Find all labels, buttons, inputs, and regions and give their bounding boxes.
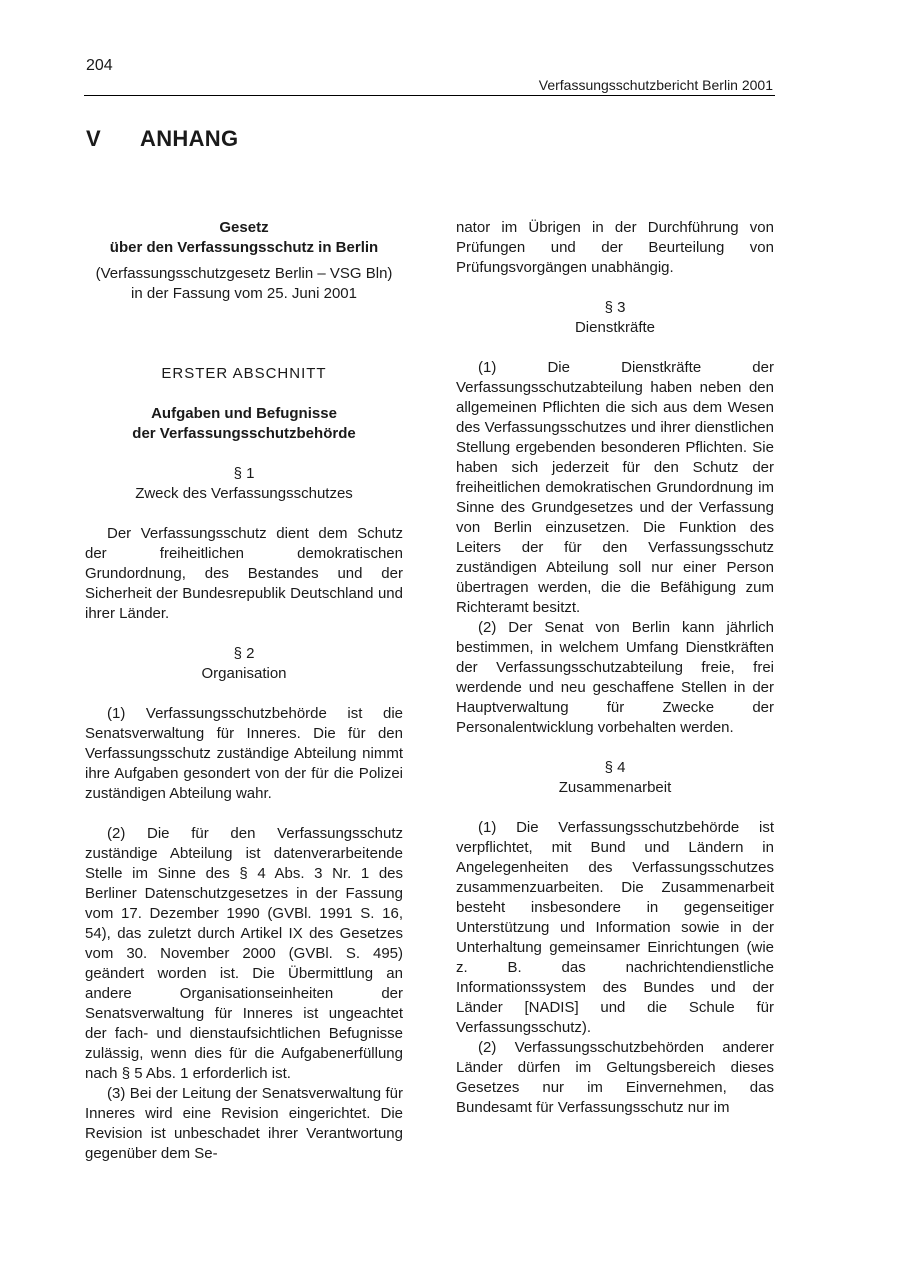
- header-rule: [84, 95, 775, 96]
- paragraph-3-title: Dienstkräfte: [574, 319, 656, 336]
- running-header: Verfassungsschutzbericht Berlin 2001: [538, 77, 773, 93]
- left-column: [85, 218, 403, 1164]
- paragraph-1-text: Der Verfassungsschutz dient dem Schutz der freiheitlichen demokratischen Grundordnung, des Bestandes und der Sicherheit der Bundesrepublik Deutschland und ihrer Länder.: [85, 525, 403, 622]
- chapter-number: V: [86, 126, 101, 151]
- paragraph-3-subsection-1: (1) Die Dienstkräfte der Verfassungsschutzabteilung haben neben den allgemeinen Pflichten die sich aus dem Wesen des Verfassungsschutzes und ihrer dienstlichen Stellung ergebenden besonderen Pflichten. Sie haben sich jederzeit für den Schutz der freiheitlichen demokratischen Grundordnung im Sinne des Grundgesetzes und der Verfassung von Berlin einzusetzen. Die Funktion des Leiters der für den Verfassungsschutz zuständigen Abteilung soll nur einer Person übertragen werden, die die Befähigung zum Richteramt besitzt.: [456, 359, 774, 616]
- paragraph-2-subsection-3: (3) Bei der Leitung der Senatsverwaltung für Inneres wird eine Revision eingerichtet. Die Revision ist unbeschadet ihrer Verantwortung gegenüber dem Se-: [85, 1085, 403, 1162]
- paragraph-4-subsection-1: (1) Die Verfassungsschutzbehörde ist verpflichtet, mit Bund und Ländern in Angelegenheiten des Verfassungsschutzes zusammenzuarbeiten. Die Zusammenarbeit besteht insbesondere in gegenseitiger Unterstützung und Information sowie in der Unterhaltung gemeinsamer Einrichtungen (wie z. B. das nachrichtendienstliche Informationssystem des Bundes und der Länder [NADIS] und die Schule für Verfassungsschutz).: [456, 819, 774, 1036]
- right-column: [456, 218, 774, 1118]
- paragraph-2-subsection-3-continued: nator im Übrigen in der Durchführung von Prüfungen und der Beurteilung von Prüfungsvorgängen unabhängig.: [456, 219, 774, 276]
- paragraph-2-subsection-2: (2) Die für den Verfassungsschutz zuständige Abteilung ist datenverarbeitende Stelle im Sinne des § 4 Abs. 3 Nr. 1 des Berliner Datenschutzgesetzes in der Fassung vom 17. Dezember 1990 (GVBl. 1991 S. 16, 54), das zuletzt durch Artikel IX des Gesetzes vom 30. November 2000 (GVBl. S. 495) geändert worden ist. Die Übermittlung an andere Organisationseinheiten der Senatsverwaltung für Inneres ist ungeachtet der fach- und dienstaufsichtlichen Befugnisse zulässig, wenn dies für die Aufgabenerfüllung nach § 5 Abs. 1 erforderlich ist.: [85, 825, 403, 1082]
- paragraph-4-subsection-2: (2) Verfassungsschutzbehörden anderer Länder dürfen im Geltungsbereich dieses Gesetzes nur im Einvernehmen, das Bundesamt für Verfassungsschutz nur im: [456, 1039, 774, 1116]
- paragraph-4-number: § 4: [604, 759, 626, 776]
- section-heading-line2: der Verfassungsschutzbehörde: [132, 425, 356, 442]
- chapter-title: ANHANG: [140, 126, 239, 151]
- law-short-title: (Verfassungsschutzgesetz Berlin – VSG Bln): [95, 265, 393, 282]
- paragraph-3-subsection-2: (2) Der Senat von Berlin kann jährlich bestimmen, in welchem Umfang Dienstkräften der Verfassungsschutzabteilung freie, frei werdende und neu geschaffene Stellen in der Hauptverwaltung für Zwecke der Personalentwicklung vorbehalten werden.: [456, 619, 774, 736]
- paragraph-1-number: § 1: [233, 465, 255, 482]
- law-title-line2: über den Verfassungsschutz in Berlin: [109, 239, 379, 256]
- paragraph-2-number: § 2: [233, 645, 255, 662]
- page-number: 204: [86, 57, 113, 74]
- paragraph-4-title: Zusammenarbeit: [558, 779, 672, 796]
- section-label: ERSTER ABSCHNITT: [161, 365, 327, 382]
- paragraph-2-subsection-1: (1) Verfassungsschutzbehörde ist die Senatsverwaltung für Inneres. Die für den Verfassungsschutz zuständige Abteilung nimmt ihre Aufgaben gesondert von der für die Polizei zuständigen Abteilung wahr.: [85, 705, 403, 802]
- paragraph-1-title: Zweck des Verfassungsschutzes: [135, 485, 353, 502]
- chapter-heading: [86, 126, 238, 152]
- law-version: in der Fassung vom 25. Juni 2001: [131, 285, 357, 302]
- law-title-line1: Gesetz: [219, 219, 269, 236]
- paragraph-3-number: § 3: [604, 299, 626, 316]
- paragraph-2-title: Organisation: [201, 665, 287, 682]
- section-heading-line1: Aufgaben und Befugnisse: [151, 405, 337, 422]
